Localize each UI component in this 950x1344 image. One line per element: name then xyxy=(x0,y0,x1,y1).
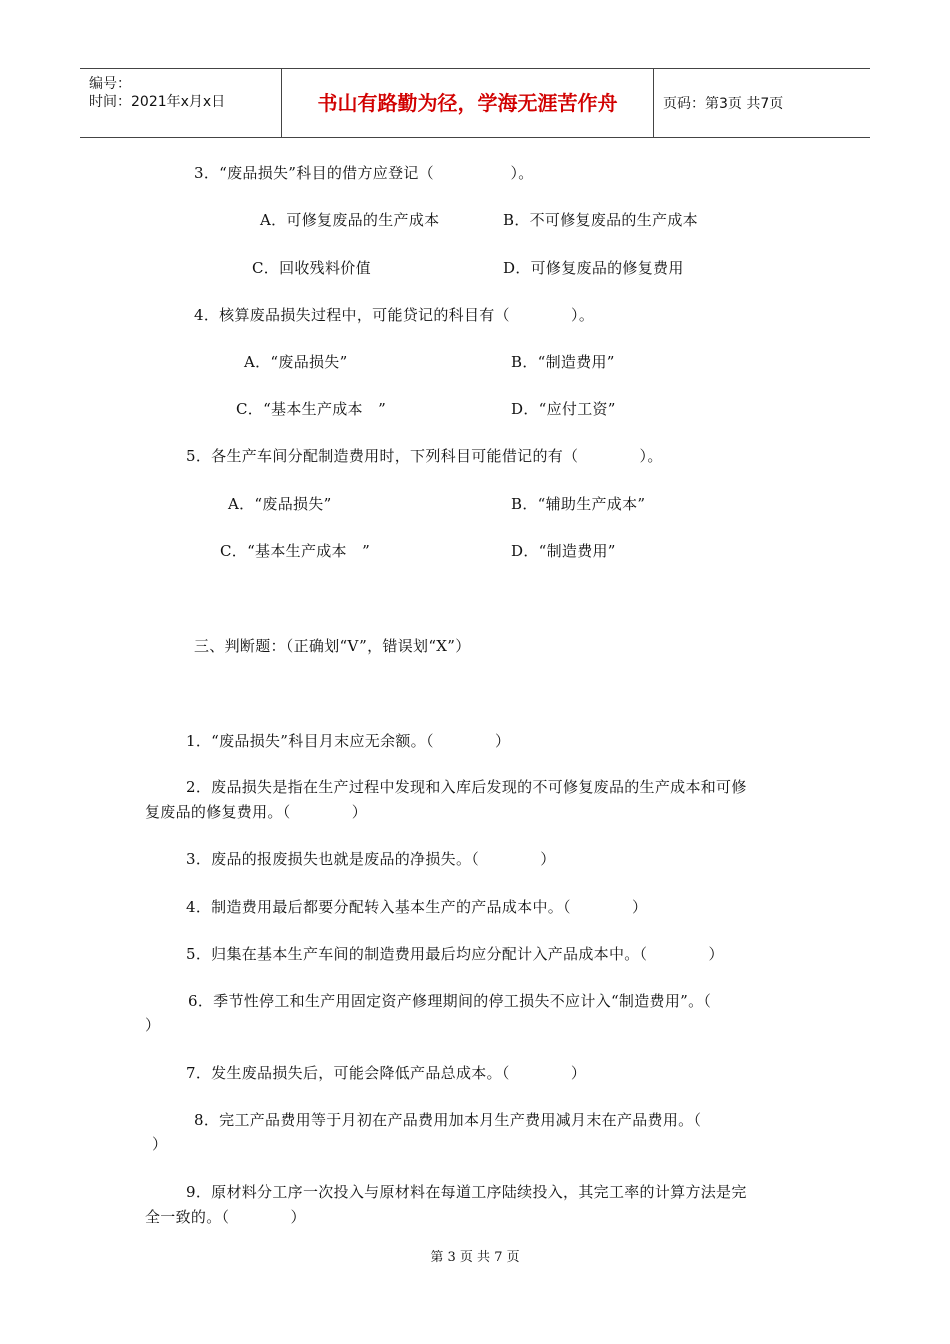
judgment-5: 5．归集在基本生产车间的制造费用最后均应分配计入产品成本中。（ ） xyxy=(186,945,724,963)
q4-option-d: D．“应付工资” xyxy=(511,400,616,418)
q3-option-a: A．可修复废品的生产成本 xyxy=(260,211,440,229)
q3-option-b: B．不可修复废品的生产成本 xyxy=(503,211,698,229)
judgment-6-line-1: 6．季节性停工和生产用固定资产修理期间的停工损失不应计入“制造费用”。（ xyxy=(188,992,712,1010)
page-footer: 第 3 页 共 7 页 xyxy=(430,1250,520,1265)
q5-option-d: D．“制造费用” xyxy=(511,542,616,560)
q5-option-a: A．“废品损失” xyxy=(228,495,332,513)
judgment-9-line-2: 全一致的。（ ） xyxy=(145,1208,306,1226)
q4-option-a: A．“废品损失” xyxy=(244,353,348,371)
header-meta xyxy=(80,69,282,137)
question-4: 4．核算废品损失过程中，可能贷记的科目有（ ）。 xyxy=(194,306,595,324)
judgment-2-line-1: 2．废品损失是指在生产过程中发现和入库后发现的不可修复废品的生产成本和可修 xyxy=(186,778,747,796)
judgment-1: 1．“废品损失”科目月末应无余额。（ ） xyxy=(186,732,511,750)
q4-option-c: C．“基本生产成本 ” xyxy=(236,400,387,418)
number-label: 编号： xyxy=(89,76,131,92)
section-3-heading: 三、判断题：（正确划“V”，错误划“X”） xyxy=(194,637,471,655)
q4-option-b: B．“制造费用” xyxy=(511,353,615,371)
judgment-4: 4．制造费用最后都要分配转入基本生产的产品成本中。（ ） xyxy=(186,898,648,916)
question-5: 5．各生产车间分配制造费用时，下列科目可能借记的有（ ）。 xyxy=(186,447,663,465)
judgment-7: 7．发生废品损失后，可能会降低产品总成本。（ ） xyxy=(186,1064,587,1082)
q3-option-c: C．回收残料价值 xyxy=(252,259,371,277)
q3-option-d: D．可修复废品的修复费用 xyxy=(503,259,684,277)
q5-option-b: B．“辅助生产成本” xyxy=(511,495,646,513)
judgment-8-line-1: 8．完工产品费用等于月初在产品费用加本月生产费用减月末在产品费用。（ xyxy=(194,1111,702,1129)
date-label: 时间：2021年x月x日 xyxy=(89,94,226,110)
question-3: 3．“废品损失”科目的借方应登记（ ）。 xyxy=(194,164,534,182)
q5-option-c: C．“基本生产成本 ” xyxy=(220,542,371,560)
judgment-2-line-2: 复废品的修复费用。（ ） xyxy=(145,803,368,821)
judgment-6-line-2: ） xyxy=(145,1016,161,1034)
judgment-3: 3．废品的报废损失也就是废品的净损失。（ ） xyxy=(186,850,556,868)
judgment-8-line-2: ） xyxy=(152,1135,168,1153)
header-motto: 书山有路勤为径，学海无涯苦作舟 xyxy=(282,69,654,137)
header-page-info: 页码：第3页 共7页 xyxy=(663,96,784,112)
page-header xyxy=(80,68,870,138)
judgment-9-line-1: 9．原材料分工序一次投入与原材料在每道工序陆续投入，其完工率的计算方法是完 xyxy=(186,1183,747,1201)
